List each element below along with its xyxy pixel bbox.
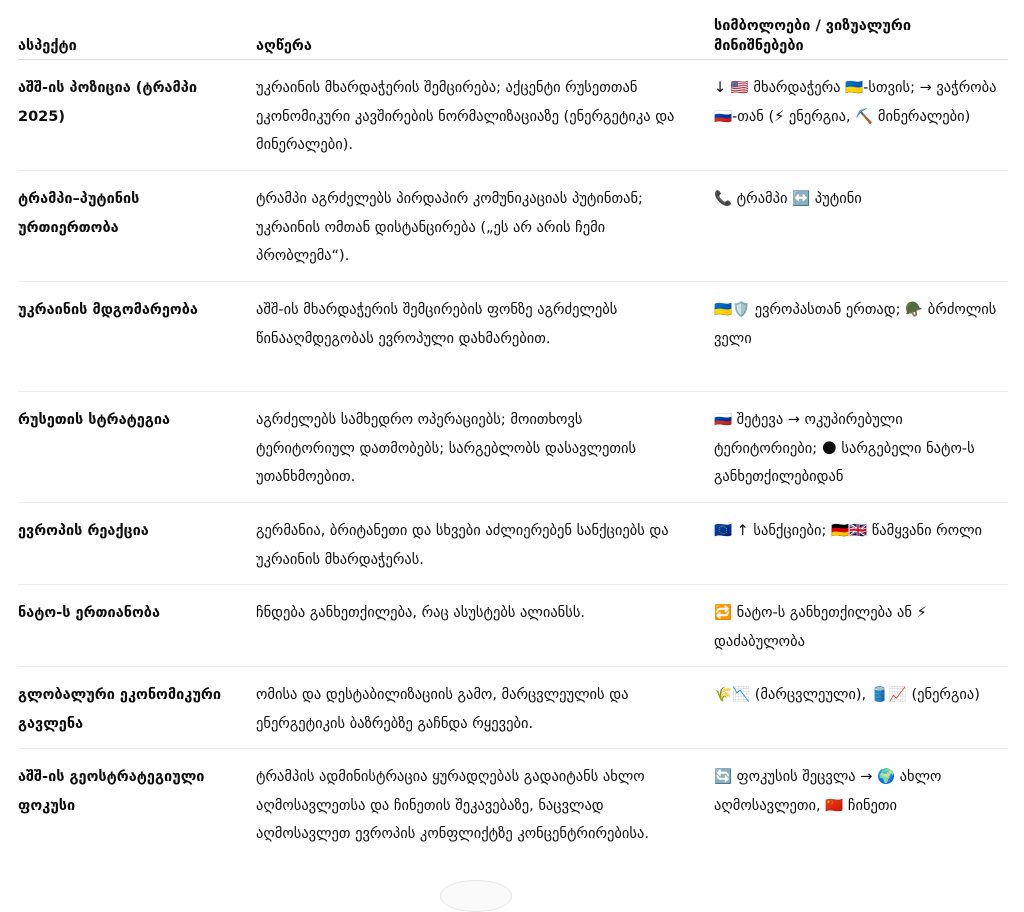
table-row [18,503,1008,585]
row-symbols: 🇪🇺 ↑ სანქციები; 🇩🇪🇬🇧 წამყვანი როლი [714,523,983,539]
row-description: ჩნდება განხეთქილება, რაც ასუსტებს ალიანსს. [256,605,586,621]
row-description: აგრძელებს სამხედრო ოპერაციებს; მოითხოვს ტერიტორიულ დათმობებს; სარგებლობს დასავლეთის უთანხმოებით. [256,412,637,485]
row-description: ომისა და დესტაბილიზაციის გამო, მარცვლეულის და ენერგეტიკის ბაზრებზე გაჩნდა რყევები. [256,687,629,732]
row-description: გერმანია, ბრიტანეთი და სხვები აძლიერებენ სანქციებს და უკრაინის მხარდაჭერას. [256,523,669,568]
row-symbols: 🔁 ნატო-ს განხეთქილება ან ⚡ დაძაბულობა [714,605,927,650]
row-aspect: აშშ-ის გეოსტრატეგიული ფოკუსი [18,769,205,814]
row-aspect: ტრამპი–პუტინის ურთიერთობა [18,191,140,236]
header-description: აღწერა [256,38,312,54]
row-aspect: გლობალური ეკონომიკური გავლენა [18,687,222,732]
row-symbols: 🔄 ფოკუსის შეცვლა → 🌍 ახლო აღმოსავლეთი, 🇨🇳 ჩინეთი [714,769,942,814]
table-row [18,282,1008,392]
table-row [18,60,1008,171]
header-symbols: სიმბოლოები / ვიზუალური მინიშნებები [714,18,911,54]
row-description: ტრამპის ადმინისტრაცია ყურადღებას გადაიტანს ახლო აღმოსავლეთსა და ჩინეთის შეკავებაზე, ნაცვლად აღმოსავლეთ ევროპის კონფლიქტზე კონცენტრირებისა. [256,769,649,842]
row-description: ტრამპი აგრძელებს პირდაპირ კომუნიკაციას პუტინთან; უკრაინის ომთან დისტანცირება („ეს არ არის ჩემი პრობლემა“). [256,191,643,264]
row-symbols: 🇷🇺 შეტევა → ოკუპირებული ტერიტორიები; 🌑 სარგებელი ნატო-ს განხეთქილებიდან [714,412,975,485]
summary-table [18,8,1008,887]
row-aspect: აშშ-ის პოზიცია (ტრამპი 2025) [18,80,197,125]
row-symbols: 🌾📉 (მარცვლეული), 🛢️📈 (ენერგია) [714,687,980,703]
table-row [18,171,1008,282]
row-aspect: რუსეთის სტრატეგია [18,412,171,428]
table-row [18,667,1008,749]
row-aspect: უკრაინის მდგომარეობა [18,302,198,318]
table-row [18,585,1008,667]
row-description: უკრაინის მხარდაჭერის შემცირება; აქცენტი რუსეთთან ეკონომიკური კავშირების ნორმალიზაციაზე (ენერგეტიკა და მინერალები). [256,80,675,153]
table-header-row [18,8,1008,60]
table-row [18,392,1008,503]
row-symbols: 🇺🇦🛡️ ევროპასთან ერთად; 🪖 ბრძოლის ველი [714,302,997,347]
table-row [18,749,1008,887]
row-aspect: ევროპის რეაქცია [18,523,149,539]
row-symbols: ↓ 🇺🇸 მხარდაჭერა 🇺🇦-სთვის; → ვაჭრობა 🇷🇺-თან (⚡ ენერგია, ⛏️ მინერალები) [714,80,997,125]
row-description: აშშ-ის მხარდაჭერის შემცირების ფონზე აგრძელებს წინააღმდეგობას ევროპული დახმარებით. [256,302,618,347]
header-aspect: ასპექტი [18,38,77,54]
scroll-down-button[interactable] [440,880,512,912]
row-symbols: 📞 ტრამპი ↔️ პუტინი [714,191,862,207]
row-aspect: ნატო-ს ერთიანობა [18,605,160,621]
